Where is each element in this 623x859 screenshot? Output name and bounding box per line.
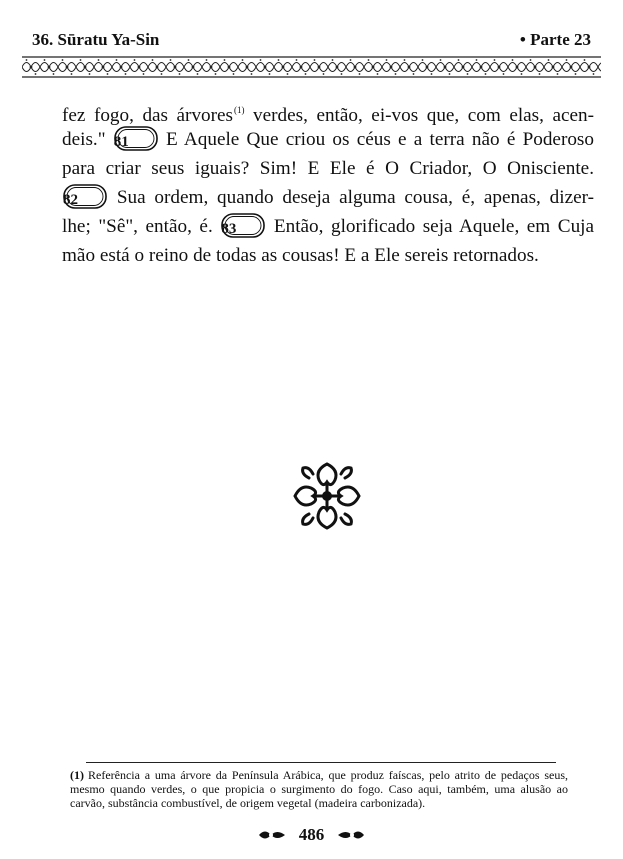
- part-label: • Parte 23: [519, 30, 591, 49]
- text-line: para criar seus iguais? Sim! E Ele é O Criador, O Onisciente.: [62, 158, 594, 179]
- text-line: deis." 81 E Aquele Que criou os céus e a terra não é Poderoso: [62, 125, 594, 154]
- footnote-divider: [86, 762, 556, 763]
- surah-title: 36. Sūratu Ya-Sin: [32, 30, 160, 49]
- verse-marker-82: 82: [63, 184, 107, 209]
- ornament-icon: [287, 456, 367, 536]
- text-line: 82 Sua ordem, quando deseja alguma cousa, é, apenas, dizer-: [62, 183, 594, 212]
- text-line: lhe; "Sê", então, é. 83 Então, glorificado seja Aquele, em Cuja: [62, 212, 594, 241]
- page-header: [22, 30, 601, 52]
- footnote: [70, 768, 568, 810]
- verse-text: [62, 96, 594, 270]
- footnote-marker: (1): [70, 768, 84, 782]
- verse-marker-81: 81: [114, 126, 158, 151]
- text-line: fez fogo, das árvores$^{(1)}$ verdes, então, ei-vos que, com elas, acen-: [62, 105, 594, 126]
- page-footer: [0, 825, 623, 845]
- verse-marker-83: 83: [221, 213, 265, 238]
- left-flourish-icon: [257, 828, 287, 842]
- decorative-border: [22, 56, 601, 78]
- text-line: mão está o reino de todas as cousas! E a Ele sereis retornados.: [62, 245, 539, 266]
- page-number: 486: [298, 825, 325, 844]
- footnote-text: Referência a uma árvore da Península Arábica, que produz faíscas, pelo atrito de pedaços seus, mesmo quando verdes, o que propicia o surgimento do fogo. Caso aqui, também, uma alusão ao carvão, substância combustível, de origem vegetal (madeira carbonizada).: [70, 768, 568, 810]
- footnote-ref: (1): [234, 105, 245, 115]
- right-flourish-icon: [336, 828, 366, 842]
